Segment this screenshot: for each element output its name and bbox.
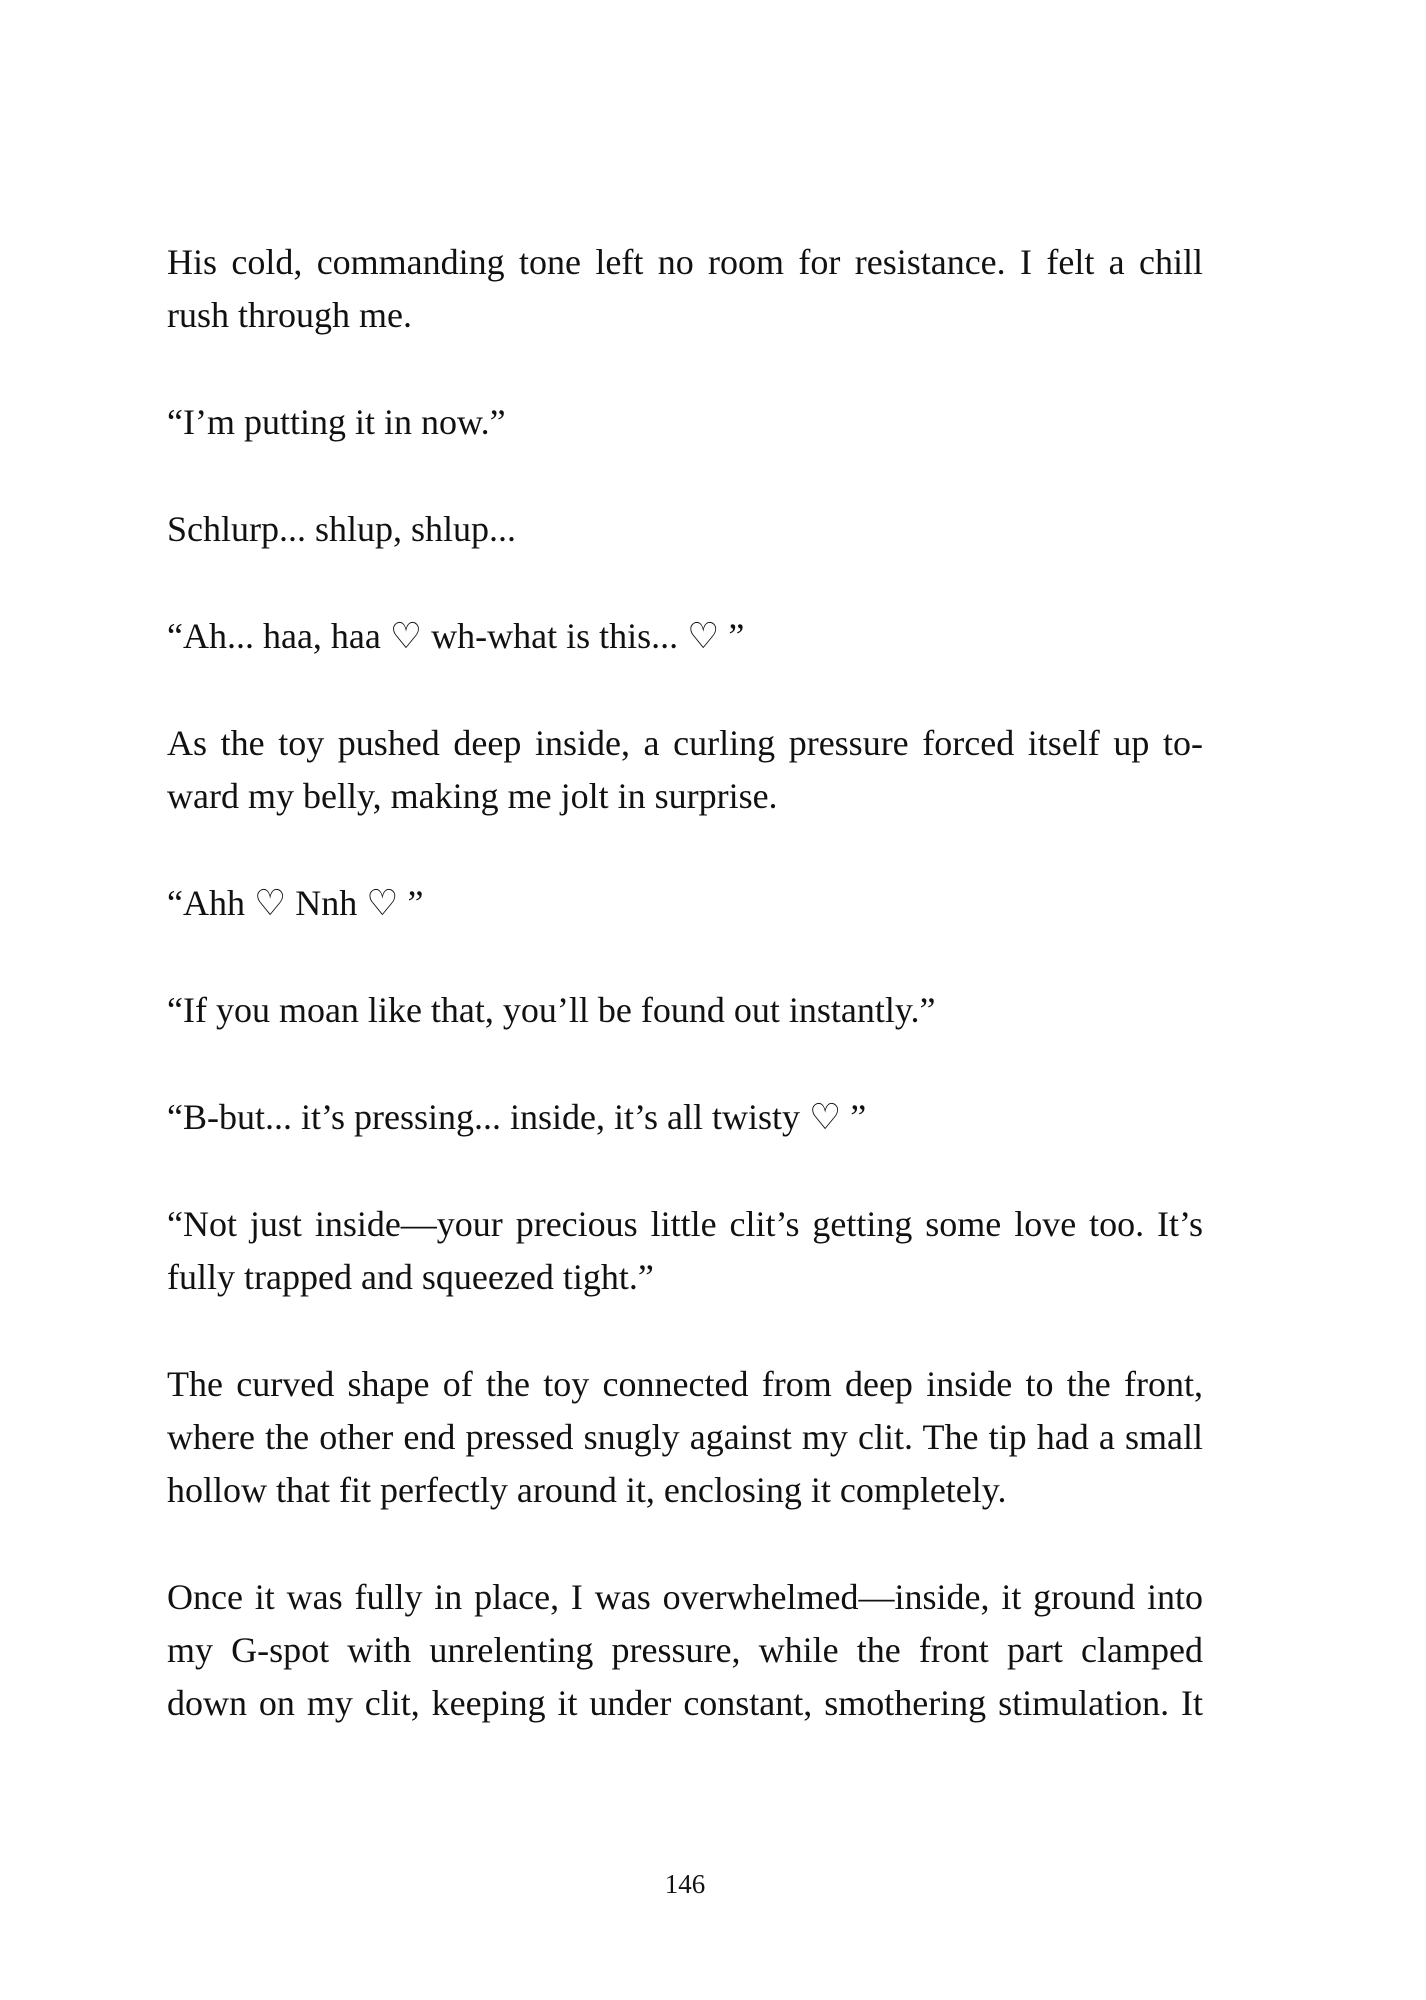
paragraph [167, 396, 1203, 449]
text-line: ward my belly, making me jolt in surprise. [167, 776, 778, 816]
text-line: Schlurp... shlup, shlup... [167, 509, 517, 549]
text-line: “If you moan like that, you’ll be found out instantly.” [167, 990, 936, 1030]
text-line: hollow that fit perfectly around it, enclosing it completely. [167, 1470, 1007, 1510]
text-line: The curved shape of the toy connected from deep inside to the front, [167, 1364, 1203, 1404]
text-line: “I’m putting it in now.” [167, 402, 506, 442]
paragraph [167, 1358, 1203, 1517]
text-line: “Ah... haa, haa ♡ wh-what is this... ♡ ” [167, 616, 745, 656]
text-line: “Ahh ♡ Nnh ♡ ” [167, 883, 424, 923]
text-line: fully trapped and squeezed tight.” [167, 1257, 654, 1297]
paragraph [167, 877, 1203, 930]
paragraph [167, 236, 1203, 342]
text-line: “Not just inside—your precious little clit’s getting some love too. It’s [167, 1204, 1203, 1244]
text-line: my G-spot with unrelenting pressure, while the front part clamped [167, 1630, 1203, 1670]
text-line: down on my clit, keeping it under constant, smothering stimulation. It [167, 1683, 1203, 1723]
text-line: rush through me. [167, 295, 412, 335]
page-number: 146 [664, 1869, 706, 1899]
text-line: His cold, commanding tone left no room for resistance. I felt a chill [167, 242, 1203, 282]
paragraph [167, 984, 1203, 1037]
paragraph [167, 610, 1203, 663]
paragraph [167, 717, 1203, 823]
text-line: “B-but... it’s pressing... inside, it’s all twisty ♡ ” [167, 1097, 867, 1137]
paragraph [167, 503, 1203, 556]
paragraph [167, 1091, 1203, 1144]
paragraph [167, 1198, 1203, 1304]
text-line: Once it was fully in place, I was overwhelmed—inside, it ground into [167, 1577, 1203, 1617]
text-block [167, 236, 1203, 1730]
text-line: where the other end pressed snugly against my clit. The tip had a small [167, 1417, 1203, 1457]
text-line: As the toy pushed deep inside, a curling pressure forced itself up to- [167, 723, 1203, 763]
paragraph [167, 1571, 1203, 1730]
